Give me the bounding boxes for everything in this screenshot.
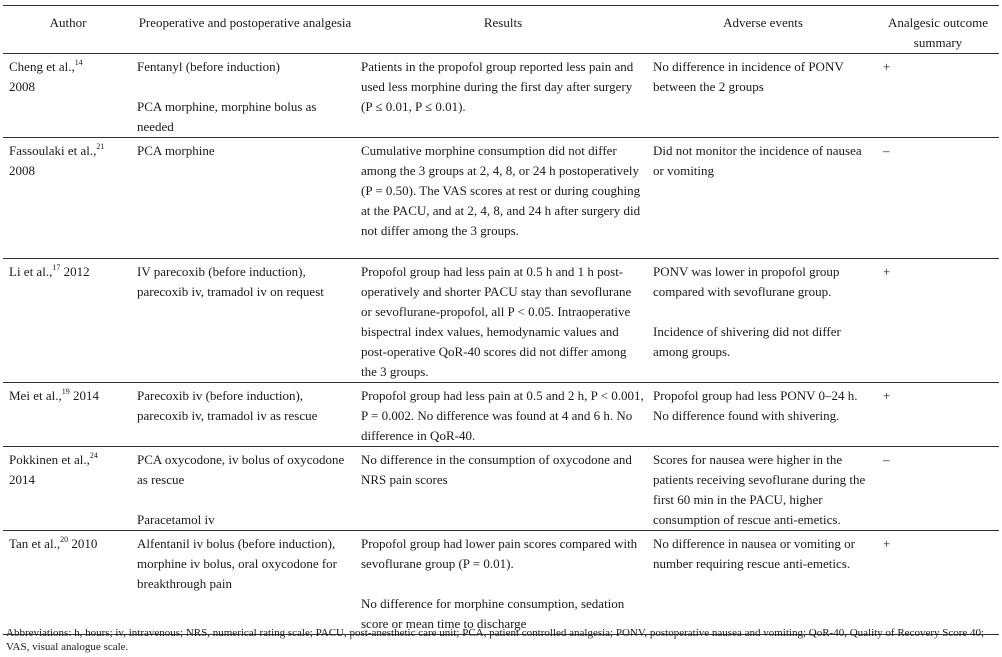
analgesia-cell-text: Alfentanil iv bolus (before induction), morphine iv bolus, oral oxycodone for breakthrough pain	[137, 536, 338, 591]
reference-number: 19	[61, 386, 70, 396]
results-cell-text: Propofol group had less pain at 0.5 and 2 h, P < 0.001, P = 0.002. No difference was found at 4 and 6 h. No difference in QoR-40.	[361, 388, 644, 443]
outcome-summary-cell: +	[877, 259, 999, 383]
table-row	[3, 531, 999, 635]
adverse-events-cell-text: PONV was lower in propofol group compared with sevoflurane group.	[653, 264, 840, 299]
publication-year: 2008	[9, 79, 35, 94]
analgesia-cell-text: Paracetamol iv	[137, 512, 215, 527]
results-cell	[357, 447, 649, 531]
outcome-summary-cell: –	[877, 447, 999, 531]
outcome-summary-cell: –	[877, 138, 999, 259]
adverse-events-cell-text: Scores for nausea were higher in the patients receiving sevoflurane during the first 60 min in the PACU, higher consumption of rescue anti-emetics.	[653, 452, 866, 527]
adverse-events-cell	[649, 383, 877, 447]
analgesia-cell	[133, 54, 357, 138]
author-cell	[3, 531, 133, 635]
author-name: Li et al.,	[9, 264, 53, 279]
results-cell	[357, 54, 649, 138]
author-name: Pokkinen et al.,	[9, 452, 90, 467]
adverse-events-cell-text: Propofol group had less PONV 0–24 h. No difference found with shivering.	[653, 388, 858, 423]
header-results: Results	[357, 6, 649, 54]
results-cell-text: Propofol group had lower pain scores compared with sevoflurane group (P = 0.01).	[361, 536, 638, 571]
outcome-summary-cell: +	[877, 531, 999, 635]
adverse-events-cell-text: Incidence of shivering did not differ among groups.	[653, 324, 841, 359]
header-outcome-summary: Analgesic outcome summary	[877, 6, 999, 54]
publication-year: 2012	[63, 264, 90, 279]
results-cell-text: Patients in the propofol group reported less pain and used less morphine during the first day after surgery (P ≤ 0.01, P ≤ 0.01).	[361, 59, 634, 114]
table-row	[3, 447, 999, 531]
table-body	[3, 54, 999, 635]
adverse-events-cell-text: No difference in incidence of PONV between the 2 groups	[653, 59, 844, 94]
analgesia-cell-text: Parecoxib iv (before induction), parecoxib iv, tramadol iv as rescue	[137, 388, 318, 423]
analgesia-outcome-table	[3, 5, 999, 635]
results-cell	[357, 531, 649, 635]
results-cell-text: No difference for morphine consumption, sedation score or mean time to discharge	[361, 596, 625, 631]
analgesia-cell-text: IV parecoxib (before induction), parecoxib iv, tramadol iv on request	[137, 264, 324, 299]
adverse-events-cell	[649, 54, 877, 138]
outcome-summary-cell: +	[877, 54, 999, 138]
publication-year: 2010	[71, 536, 98, 551]
analgesia-cell-text: Fentanyl (before induction)	[137, 59, 280, 74]
table-row	[3, 259, 999, 383]
adverse-events-cell-text: No difference in nausea or vomiting or number requiring rescue anti-emetics.	[653, 536, 855, 571]
author-name: Tan et al.,	[9, 536, 61, 551]
adverse-events-cell	[649, 259, 877, 383]
results-cell	[357, 383, 649, 447]
outcome-summary-cell: +	[877, 383, 999, 447]
author-name: Fassoulaki et al.,	[9, 143, 97, 158]
reference-number: 17	[52, 262, 61, 272]
results-cell	[357, 259, 649, 383]
analgesia-cell	[133, 447, 357, 531]
results-cell-text: No difference in the consumption of oxycodone and NRS pain scores	[361, 452, 632, 487]
analgesia-cell-text: PCA morphine	[137, 143, 215, 158]
author-cell	[3, 54, 133, 138]
author-name: Mei et al.,	[9, 388, 62, 403]
author-cell	[3, 138, 133, 259]
author-cell	[3, 447, 133, 531]
publication-year: 2008	[9, 163, 35, 178]
table-row	[3, 383, 999, 447]
reference-number: 14	[74, 57, 83, 67]
header-analgesia: Preoperative and postoperative analgesia	[133, 6, 357, 54]
header-adverse-events: Adverse events	[649, 6, 877, 54]
author-name: Cheng et al.,	[9, 59, 75, 74]
author-cell	[3, 383, 133, 447]
analgesia-cell-text: PCA morphine, morphine bolus as needed	[137, 99, 317, 134]
reference-number: 20	[60, 534, 69, 544]
reference-number: 24	[89, 450, 98, 460]
analgesia-cell-text: PCA oxycodone, iv bolus of oxycodone as rescue	[137, 452, 345, 487]
reference-number: 21	[96, 141, 105, 151]
analgesia-cell	[133, 259, 357, 383]
table-row	[3, 138, 999, 259]
table-row	[3, 54, 999, 138]
header-row	[3, 6, 999, 54]
adverse-events-cell	[649, 138, 877, 259]
analgesia-cell	[133, 383, 357, 447]
analgesia-cell	[133, 138, 357, 259]
adverse-events-cell	[649, 447, 877, 531]
header-author: Author	[3, 6, 133, 54]
author-cell	[3, 259, 133, 383]
adverse-events-cell	[649, 531, 877, 635]
publication-year: 2014	[72, 388, 99, 403]
results-cell-text: Propofol group had less pain at 0.5 h and 1 h post-operatively and shorter PACU stay than sevoflurane or sevoflurane-propofol, all P < 0.05. Intraoperative bispectral index values, hemodynamic values and post-operative QoR-40 scores did not differ among the 3 groups.	[361, 264, 632, 379]
results-cell-text: Cumulative morphine consumption did not differ among the 3 groups at 2, 4, 8, or 24 h postoperatively (P = 0.50). The VAS scores at rest or during coughing at the PACU, and at 2, 4, 8, and 24 h after surgery did not differ among the 3 groups.	[361, 143, 641, 238]
analgesia-cell	[133, 531, 357, 635]
table-footnote: Abbreviations: h, hours; iv, intravenous; NRS, numerical rating scale; PACU, post-anesthetic care unit; PCA, patient controlled analgesia; PONV, postoperative nausea and vomiting; QoR-40, Quality of Recovery Score 40; VAS, visual analogue scale.	[6, 627, 985, 653]
results-cell	[357, 138, 649, 259]
publication-year: 2014	[9, 472, 35, 487]
adverse-events-cell-text: Did not monitor the incidence of nausea or vomiting	[653, 143, 862, 178]
